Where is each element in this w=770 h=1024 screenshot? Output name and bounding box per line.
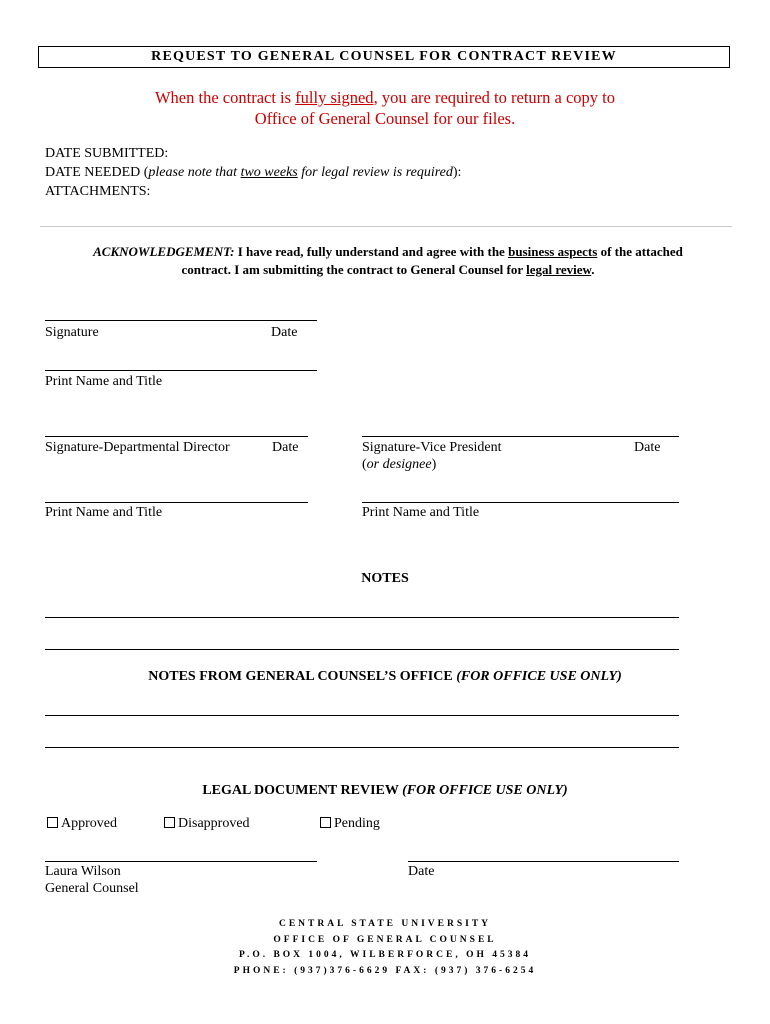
footer-address: P.O. BOX 1004, WILBERFORCE, OH 45384 xyxy=(239,950,531,960)
approved-checkbox[interactable] xyxy=(47,817,58,828)
counsel-date-line[interactable] xyxy=(408,861,679,862)
attachments-label: ATTACHMENTS: xyxy=(45,184,151,199)
vp-signature-label: Signature-Vice President xyxy=(362,440,502,455)
notice-line-1: When the contract is fully signed, you are required to return a copy to xyxy=(154,88,616,107)
date-needed-label: DATE NEEDED (please note that two weeks for legal review is required): xyxy=(45,165,462,180)
notes-line[interactable] xyxy=(45,649,679,650)
director-date-label: Date xyxy=(272,440,299,455)
director-signature-line[interactable] xyxy=(45,436,308,437)
gc-notes-header: NOTES FROM GENERAL COUNSEL’S OFFICE (FOR OFFICE USE ONLY) xyxy=(148,669,622,684)
vp-date-label: Date xyxy=(634,440,661,455)
disapproved-option[interactable]: Disapproved xyxy=(164,816,250,832)
counsel-date-label: Date xyxy=(408,864,435,879)
director-signature-label: Signature-Departmental Director xyxy=(45,440,230,455)
notes-line[interactable] xyxy=(45,617,679,618)
counsel-name: Laura Wilson xyxy=(45,864,121,879)
signature-label: Signature xyxy=(45,325,99,340)
form-title: REQUEST TO GENERAL COUNSEL FOR CONTRACT REVIEW xyxy=(38,46,730,68)
vp-print-name-line[interactable] xyxy=(362,502,679,503)
counsel-signature-line[interactable] xyxy=(45,861,317,862)
footer-university: CENTRAL STATE UNIVERSITY xyxy=(278,919,492,929)
acknowledgement-text: ACKNOWLEDGEMENT: I have read, fully understand and agree with the business aspects of the attached contract. I am submitting the contract to General Counsel for legal review. xyxy=(93,244,683,277)
disapproved-checkbox[interactable] xyxy=(164,817,175,828)
director-print-name-line[interactable] xyxy=(45,502,308,503)
signature-line[interactable] xyxy=(45,320,317,321)
pending-checkbox[interactable] xyxy=(320,817,331,828)
date-submitted-label: DATE SUBMITTED: xyxy=(45,146,169,161)
or-designee-label: (or designee) xyxy=(362,457,437,472)
gc-notes-line[interactable] xyxy=(45,747,679,748)
signature-date-label: Date xyxy=(271,325,298,340)
section-divider xyxy=(40,226,732,227)
counsel-title: General Counsel xyxy=(45,881,139,896)
footer-office: OFFICE OF GENERAL COUNSEL xyxy=(273,935,497,945)
gc-notes-line[interactable] xyxy=(45,715,679,716)
approved-option[interactable]: Approved xyxy=(47,816,117,832)
print-name-line[interactable] xyxy=(45,370,317,371)
director-print-name-label: Print Name and Title xyxy=(45,505,163,520)
print-name-label: Print Name and Title xyxy=(45,374,163,389)
vp-print-name-label: Print Name and Title xyxy=(362,505,480,520)
vp-signature-line[interactable] xyxy=(362,436,679,437)
notice-line-2: Office of General Counsel for our files. xyxy=(254,109,516,128)
notes-header: NOTES xyxy=(361,571,409,586)
legal-review-header: LEGAL DOCUMENT REVIEW (FOR OFFICE USE ONLY) xyxy=(202,783,568,798)
footer-phone: PHONE: (937)376-6629 FAX: (937) 376-6254 xyxy=(233,966,537,976)
pending-option[interactable]: Pending xyxy=(320,816,380,832)
